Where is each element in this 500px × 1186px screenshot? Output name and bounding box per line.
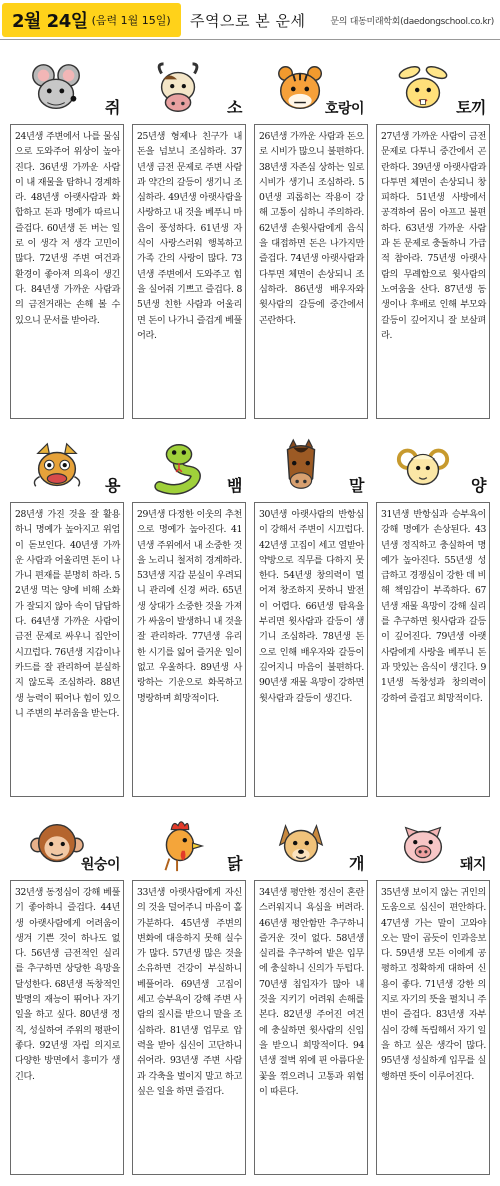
- fortune-text: 27년생 가까운 사람이 금전 문제로 다투니 중간에서 곤란하다. 39년생 아랫사람과 다투면 체면이 손상되니 창피하다. 51년생 사방에서 공격하여 몸이 아프고 불편하다. 63년생 가까운 사람과 돈 문제로 충돌하니 가급적 참아라. 75년생 아랫사람의 무례함으로 윗사람의 노여움을 산다. 87년생 동생이나 후배로 인해 부모와 갈등이 깊어지니 잘 보살펴라.: [381, 131, 486, 341]
- fortune-text-box: [254, 124, 368, 419]
- horse-icon: [272, 438, 330, 496]
- fortune-text: 35년생 보이지 않는 귀인의 도움으로 심신이 편안하다. 47년생 가는 말이 고와야 오는 말이 곱듯이 인과응보다. 59년생 모든 이에게 공평하고 정확하게 대하여 신용이 좋다. 71년생 강한 의지로 자기의 뜻을 펼치니 주변이 즐겁다. 83년생 자부심이 강해 독립해서 자기 일을 하고 싶은 생각이 많다. 95년생 성실하게 입무를 실행하면 뜻이 이루어진다.: [381, 887, 486, 1082]
- fortune-text-box: [132, 880, 246, 1175]
- fortune-text: 31년생 반항심과 승부욕이 강해 명예가 손상된다. 43년생 정직하고 충실하여 명예가 높아진다. 55년생 성급하고 경쟁심이 강한 데 비해 책임감이 부족하다. 67년생 재물 욕망이 강해 실리를 추구하면 윗사람과 갈등이 깊어진다. 79년생 아랫사람에게 사랑을 베푸니 돈과 맛있는 음식이 생긴다. 91년생 독창성과 창의력이 강하여 즐겁고 희망적이다.: [381, 509, 486, 704]
- zodiac-card-dragon: [10, 430, 124, 805]
- sheep-icon: [394, 438, 452, 496]
- zodiac-card-ox: [132, 52, 246, 427]
- fortune-text: 32년생 동정심이 강해 베풀기 좋아하니 즐겁다. 44년생 아랫사람에게 어려움이 생겨 기쁜 것이 하나도 없다. 56년생 금전적인 실리를 추구하면 상당한 욕망을 달성한다. 68년생 독창적인 발명의 재능이 뛰어나 자기 일을 하고 싶다. 80년생 정직, 성실하여 주위의 평판이 좋다. 92년생 자립 의지로 다양한 방면에서 흥미가 생긴다.: [15, 887, 120, 1082]
- monkey-icon: [28, 816, 86, 874]
- fortune-text-box: [254, 502, 368, 797]
- fortune-text-box: [376, 502, 490, 797]
- zodiac-card-rabbit: [376, 52, 490, 427]
- zodiac-card-sheep: [376, 430, 490, 805]
- rabbit-icon: [394, 60, 452, 118]
- fortune-text: 24년생 주변에서 나를 물심으로 도와주어 위상이 높아진다. 36년생 가까운 사람이 내 재물을 탐하니 경계하라. 48년생 아랫사람과 화합하고 돈과 명예가 따르니 즐겁다. 60년생 돈 버는 일로 이 생각 저 생각 고민이 많다. 72년생 주변 여건과 환경이 좋아져 의욕이 생긴다. 84년생 가까운 사람과의 금전거래는 손해 볼 수 있으니 문서를 받아라.: [15, 131, 120, 326]
- rat-icon: [28, 60, 86, 118]
- dog-icon: [272, 816, 330, 874]
- page-title: 주역으로 본 운세: [190, 12, 306, 30]
- fortune-text-box: [376, 880, 490, 1175]
- fortune-text-box: [10, 124, 124, 419]
- fortune-text: 29년생 다정한 이웃의 추천으로 명예가 높아진다. 41년생 주위에서 내 소중한 것을 노리니 철저히 경계하라. 53년생 지갑 분실이 우려되니 관리에 신경 써라. 65년생 상대가 소중한 것을 가져가 싸움이 발생하니 내 것을 잘 관리하라. 77년생 유리한 시기를 잃어 즐거운 일이 없고 우울하다. 89년생 사랑하는 기운으로 화목하고 명랑하며 희망적이다.: [137, 509, 242, 704]
- fortune-text-box: [10, 880, 124, 1175]
- zodiac-name: 뱀: [227, 476, 242, 495]
- lunar-date-label: (음력 1월 15일): [91, 14, 171, 27]
- rooster-icon: [150, 816, 208, 874]
- zodiac-name: 토끼: [456, 98, 486, 117]
- fortune-text: 34년생 평안한 정신이 혼란스러워지니 욕심을 버려라. 46년생 평안함만 추구하니 즐거운 것이 없다. 58년생 실리를 추구하여 밭은 입무에 충실하니 신의가 두텁다. 70년생 침입자가 많아 내 것을 지키기 어려워 손해를 본다. 82년생 주어진 여건에 충실하면 윗사람의 신임을 받으니 희망적이다. 94년생 절벽 위에 핀 아름다운 꽃을 꺾으려니 고통과 위험이 따른다.: [259, 887, 364, 1097]
- fortune-text-box: [132, 502, 246, 797]
- zodiac-name: 말: [349, 476, 364, 495]
- zodiac-card-rat: [10, 52, 124, 427]
- fortune-text-box: [254, 880, 368, 1175]
- date-tab: [2, 3, 181, 37]
- page-header: [0, 0, 500, 40]
- fortune-text: 30년생 아랫사람의 반항심이 강해서 주변이 시끄럽다. 42년생 고집이 세고 열받아 약방으로 직무를 다하지 못한다. 54년생 창의력이 멀어져 창조하지 못하니 발전이 어렵다. 66년생 탐욕을 부리면 윗사람과 갈등이 생기니 조심하라. 78년생 돈으로 인해 배우자와 갈등이 깊어지니 마음이 불편하다. 90년생 재물 욕망이 강하면 윗사람과 갈등이 생긴다.: [259, 509, 364, 704]
- zodiac-row-3: [10, 808, 494, 1186]
- fortune-text: 26년생 가까운 사람과 돈으로 시비가 많으니 불편하다. 38년생 자존심 상하는 일로 시비가 생기니 조심하라. 50년생 괴롭히는 작용이 강해 고통이 심하니 주의하라. 62년생 손윗사람에게 음식을 대접하면 돈은 나가지만 즐겁다. 74년생 아랫사람과 다투면 체면이 손상되니 조심하라. 86년생 배우자와 윗사람의 갈등에 중간에서 곤란하다.: [259, 131, 364, 326]
- zodiac-card-pig: [376, 808, 490, 1183]
- zodiac-name: 원숭이: [80, 857, 120, 873]
- zodiac-name: 용: [105, 476, 120, 495]
- zodiac-name: 닭: [227, 854, 242, 873]
- zodiac-name: 호랑이: [324, 101, 364, 117]
- zodiac-name: 양: [471, 476, 486, 495]
- fortune-text-box: [376, 124, 490, 419]
- fortune-text: 28년생 가진 것을 잘 활용하니 명예가 높아지고 위엄이 돋보인다. 40년생 가까운 사람과 어울리면 돈이 나가니 편재를 분명히 하라. 52년생 먹는 양에 비해 소화가 잘되지 않아 속이 답답하다. 64년생 가까운 사람이 금전 문제로 싸우니 집안이 시끄럽다. 76년생 지갑이나 카드를 잘 관리하여 분실하지 않도록 조심하라. 88년생 능력이 뛰어나 힘이 있으니 주변의 부러움을 받는다.: [15, 509, 120, 719]
- zodiac-card-monkey: [10, 808, 124, 1183]
- fortune-text: 33년생 아랫사람에게 자신의 것을 덜어주니 마음이 홀가분하다. 45년생 주변의 변화에 대응하지 못해 실수가 많다. 57년생 많은 것을 소유하면 건강이 부실하니 베풀어라. 69년생 고집이 세고 승부욕이 강해 주변 사람의 질시를 받으니 말을 조심하라. 81년생 업무로 압력을 받아 심신이 고단하니 쉬어라. 93년생 주변 사람과 각축을 벌이지 말고 하고 싶은 일을 하면 즐겁다.: [137, 887, 242, 1097]
- zodiac-card-tiger: [254, 52, 368, 427]
- zodiac-name: 소: [227, 98, 242, 117]
- fortune-text-box: [10, 502, 124, 797]
- zodiac-card-snake: [132, 430, 246, 805]
- tiger-icon: [272, 60, 330, 118]
- zodiac-name: 돼지: [459, 857, 486, 873]
- pig-icon: [394, 816, 452, 874]
- zodiac-card-dog: [254, 808, 368, 1183]
- credit-text: 문의 대동미래학회(daedongschool.co.kr): [330, 17, 494, 27]
- dragon-icon: [28, 438, 86, 496]
- snake-icon: [150, 438, 208, 496]
- zodiac-row-1: [10, 52, 494, 430]
- fortune-text: 25년생 형제나 친구가 내 돈을 넘보니 조심하라. 37년생 금전 문제로 주변 사람과 약간의 갈등이 생기니 조심하라. 49년생 아랫사람을 사랑하고 내 것을 베푸니 마음이 풍성하다. 61년생 자식이 사랑스러워 행복하고 가족 간의 사랑이 많다. 73년생 주변에서 도와주고 힘을 실어줘 기쁘고 즐겁다. 85년생 친한 사람과 어울리면 돈이 나가니 즐겁게 베풀어라.: [137, 131, 242, 341]
- zodiac-card-rooster: [132, 808, 246, 1183]
- ox-icon: [150, 60, 208, 118]
- zodiac-name: 쥐: [105, 98, 120, 117]
- zodiac-name: 개: [349, 854, 364, 873]
- horoscope-grid: [10, 52, 494, 1186]
- date-label: 2월 24일: [12, 11, 88, 32]
- zodiac-card-horse: [254, 430, 368, 805]
- zodiac-row-2: [10, 430, 494, 808]
- fortune-text-box: [132, 124, 246, 419]
